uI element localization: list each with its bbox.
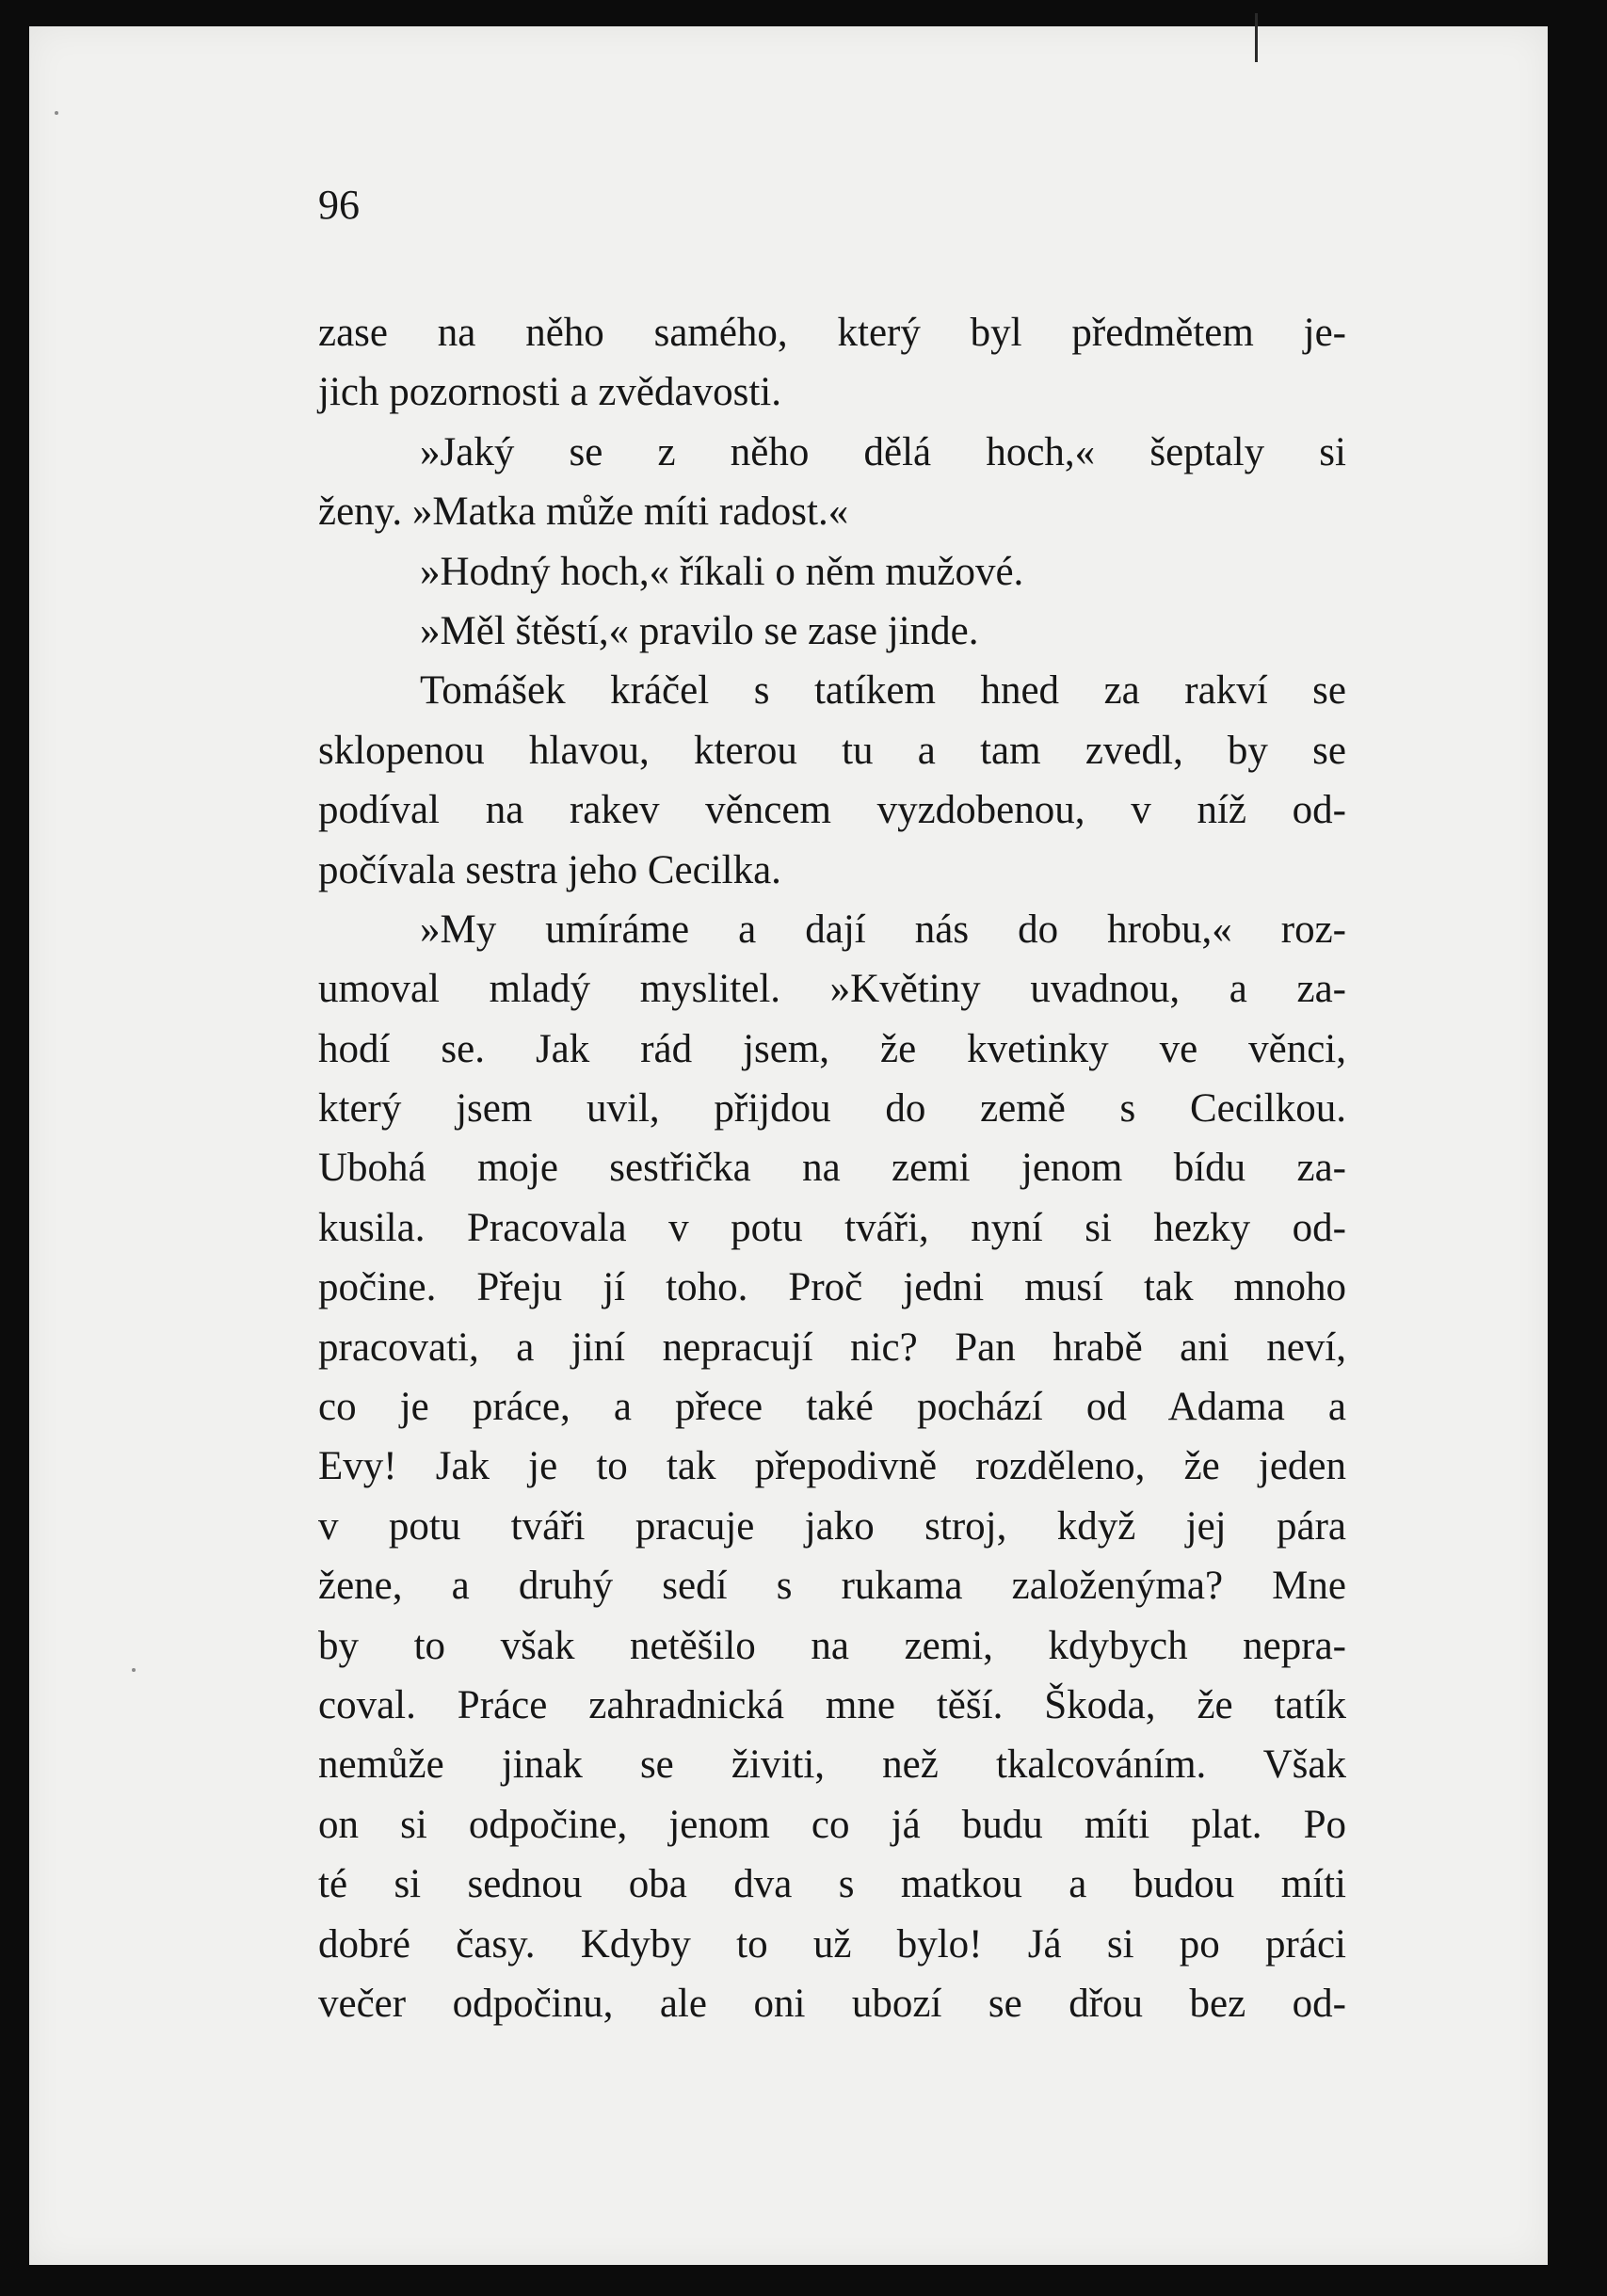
- text-line: on si odpočine, jenom co já budu míti plat. Po: [318, 1802, 1346, 1847]
- text-line: »Hodný hoch,« říkali o něm mužové.: [420, 549, 1024, 594]
- page-number: 96: [318, 182, 360, 228]
- text-line: co je práce, a přece také pochází od Adama a: [318, 1385, 1346, 1430]
- text-line: Tomášek kráčel s tatíkem hned za rakví se: [420, 668, 1346, 714]
- text-line: sklopenou hlavou, kterou tu a tam zvedl, by se: [318, 728, 1346, 773]
- text-line: žene, a druhý sedí s rukama založenýma? Mne: [318, 1564, 1346, 1609]
- text-line: jich pozornosti a zvědavosti.: [318, 370, 781, 415]
- text-line: ženy. »Matka může míti radost.«: [318, 490, 849, 535]
- text-line: Ubohá moje sestřička na zemi jenom bídu za-: [318, 1146, 1346, 1191]
- text-line: pracovati, a jiní nepracují nic? Pan hrabě ani neví,: [318, 1325, 1346, 1370]
- text-line: večer odpočinu, ale oni ubozí se dřou bez od-: [318, 1981, 1346, 2026]
- text-line: dobré časy. Kdyby to už bylo! Já si po práci: [318, 1921, 1346, 1967]
- text-line: Evy! Jak je to tak přepodivně rozděleno, že jeden: [318, 1444, 1346, 1489]
- text-line: »Jaký se z něho dělá hoch,« šeptaly si: [420, 429, 1346, 474]
- text-line: té si sednou oba dva s matkou a budou míti: [318, 1862, 1346, 1907]
- text-line: počine. Přeju jí toho. Proč jedni musí tak mnoho: [318, 1265, 1346, 1310]
- text-line: umoval mladý myslitel. »Květiny uvadnou, a za-: [318, 967, 1346, 1012]
- text-line: který jsem uvil, přijdou do země s Cecilkou.: [318, 1086, 1346, 1132]
- text-line: nemůže jinak se živiti, než tkalcováním. Však: [318, 1742, 1346, 1788]
- scan-speck: [132, 1668, 136, 1672]
- body-text: [318, 303, 1346, 2033]
- text-line: kusila. Pracovala v potu tváři, nyní si hezky od-: [318, 1205, 1346, 1250]
- scan-speck: [55, 111, 58, 115]
- text-line: »Měl štěstí,« pravilo se zase jinde.: [420, 608, 979, 653]
- text-line: zase na něho samého, který byl předmětem je-: [318, 311, 1346, 355]
- text-line: v potu tváři pracuje jako stroj, když jej pára: [318, 1503, 1346, 1549]
- text-line: hodí se. Jak rád jsem, že kvetinky ve věnci,: [318, 1026, 1346, 1071]
- text-line: »My umíráme a dají nás do hrobu,« roz-: [420, 907, 1346, 952]
- text-line: by to však netěšilo na zemi, kdybych nepra-: [318, 1623, 1346, 1668]
- text-line: coval. Práce zahradnická mne těší. Škoda, že tatík: [318, 1682, 1346, 1727]
- text-line: podíval na rakev věncem vyzdobenou, v níž od-: [318, 788, 1346, 833]
- text-line: počívala sestra jeho Cecilka.: [318, 847, 781, 892]
- scan-edge-mark: [1255, 13, 1258, 62]
